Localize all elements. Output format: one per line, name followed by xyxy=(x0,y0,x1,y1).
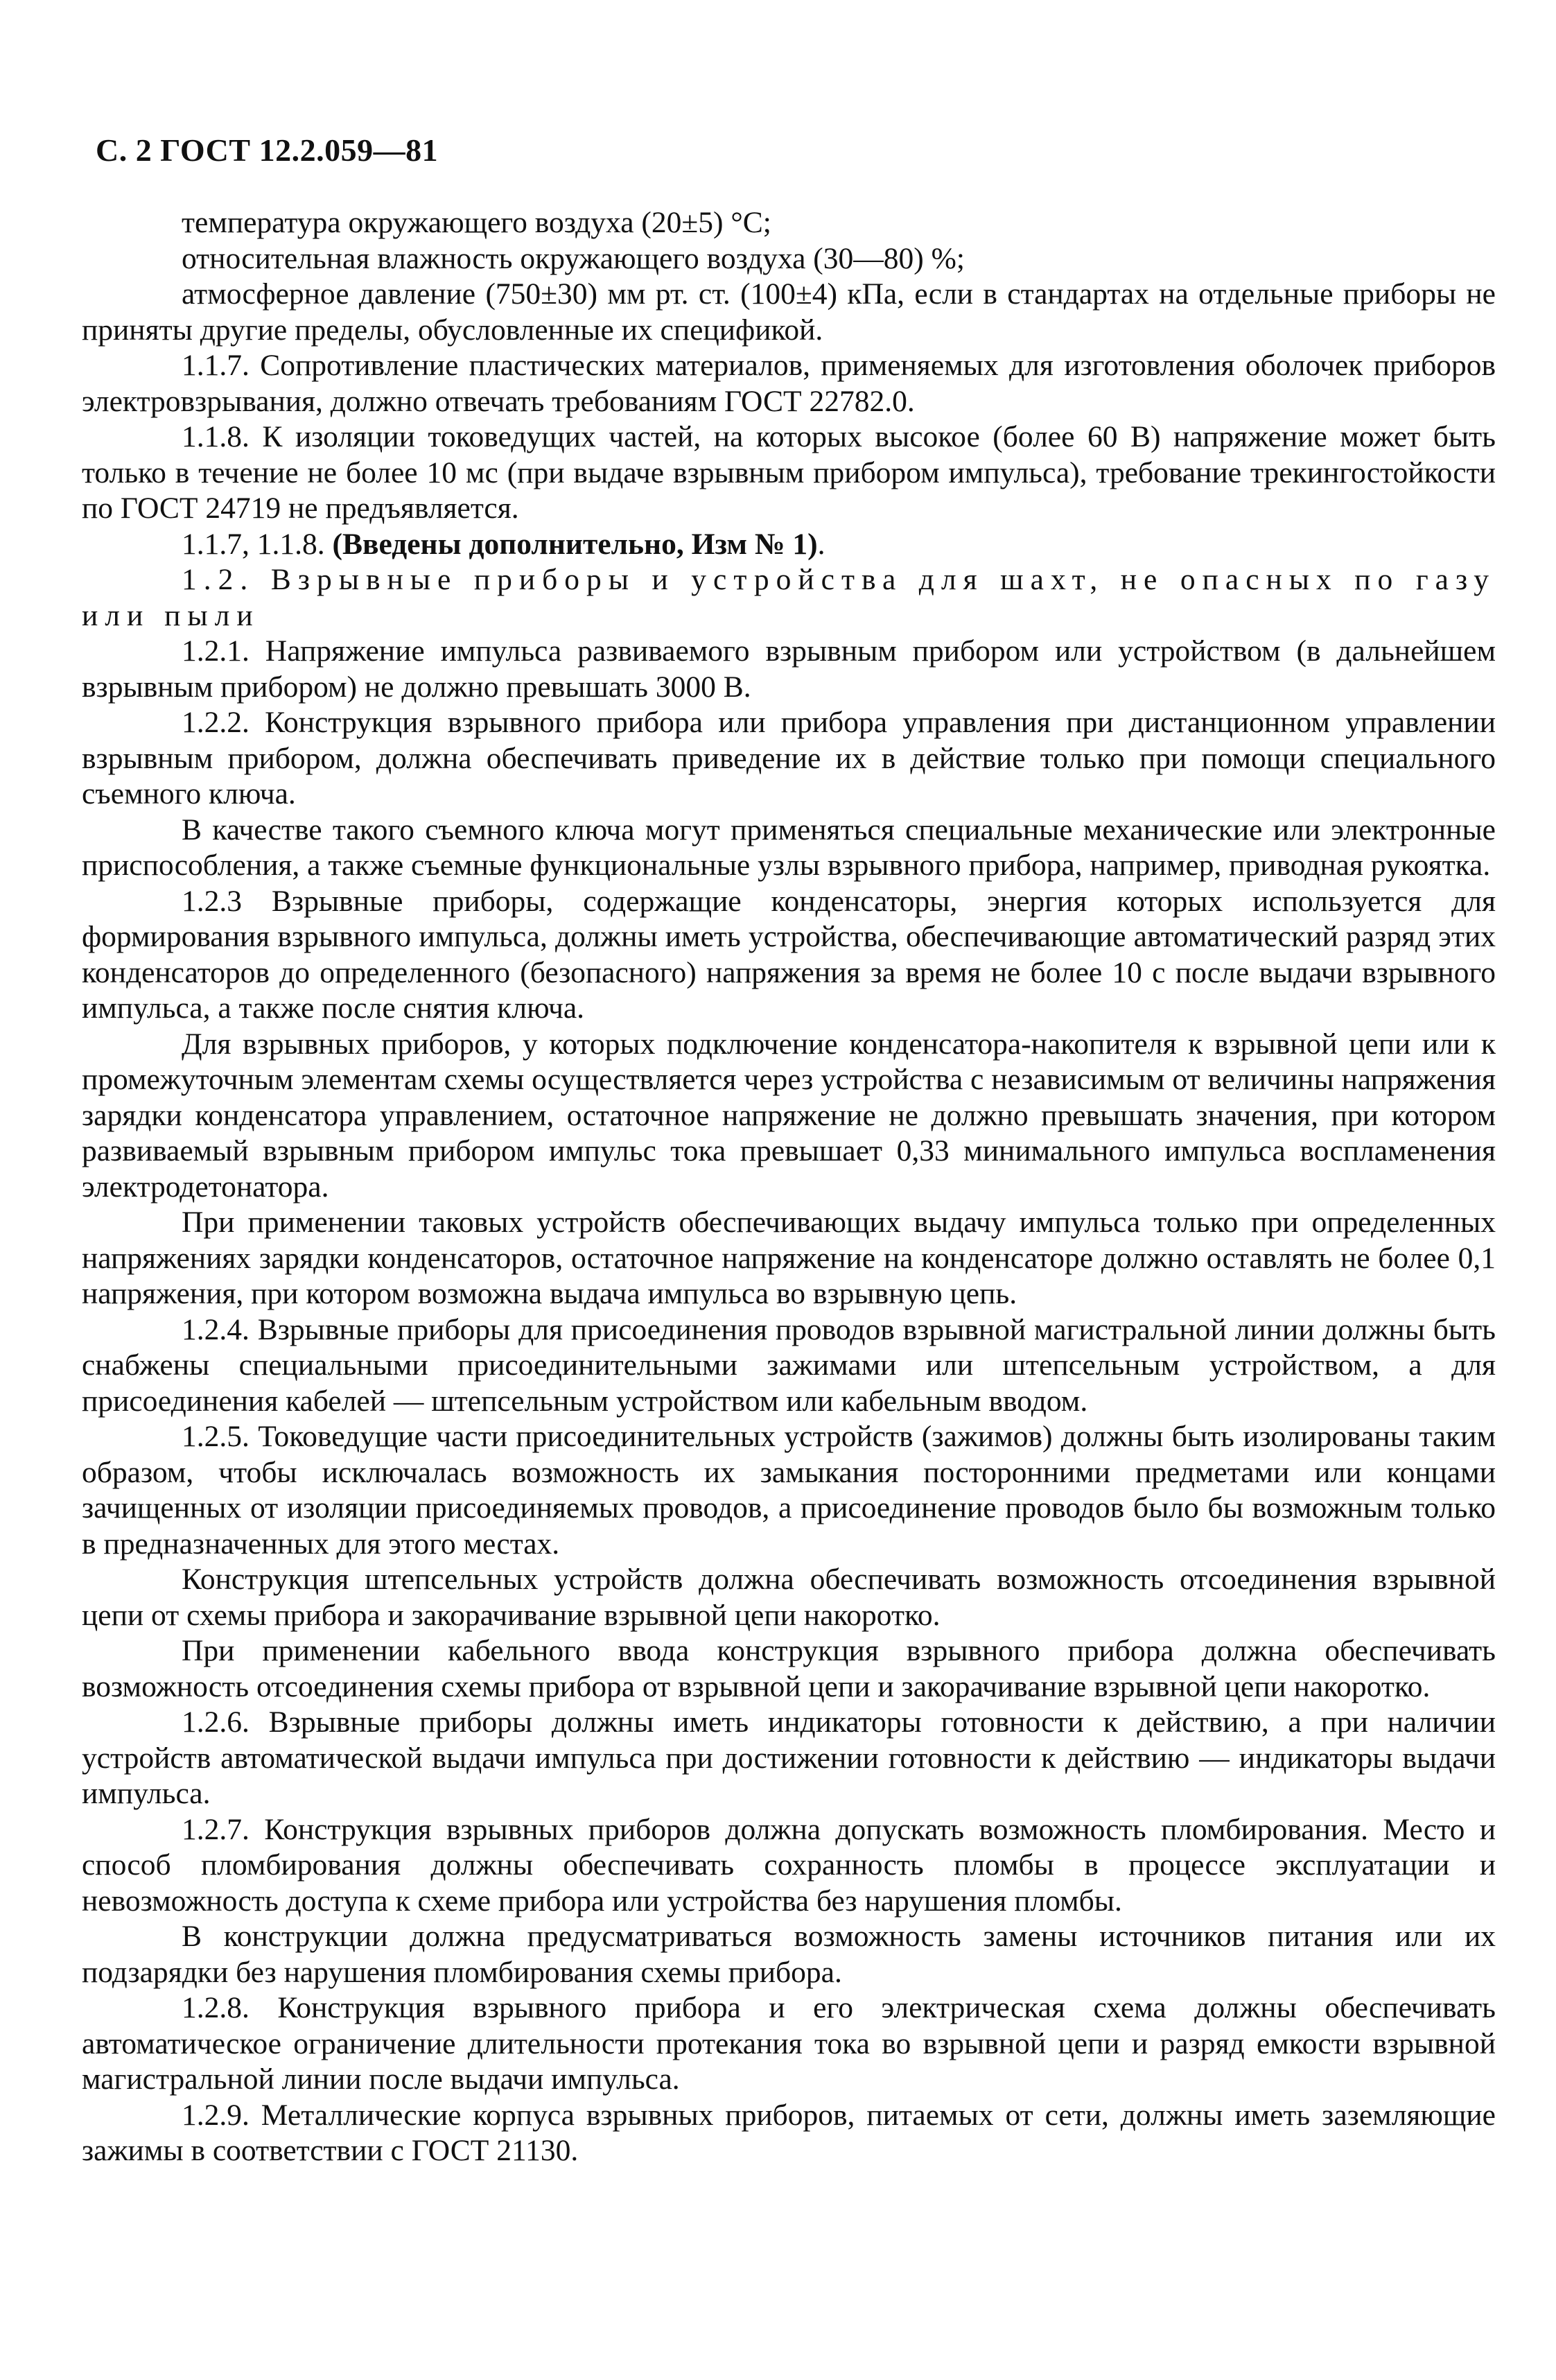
paragraph-amendment-note xyxy=(82,527,1496,563)
paragraph-1-2-8: 1.2.8. Конструкция взрывного прибора и его электрическая схема должны обеспечивать автоматическое ограничение длительности протекания тока во взрывной цепи и разряд емкости взрывной магистральной линии после выдачи импульса. xyxy=(82,1991,1496,2096)
paragraph-residual-voltage: При применении таковых устройств обеспечивающих выдачу импульса только при определенных напряжениях зарядки конденсаторов, остаточное напряжение на конденсаторе должно оставлять не более 0,1 напряжения, при котором возможна выдача импульса во взрывную цепь. xyxy=(82,1206,1496,1310)
paragraph-1-2-4: 1.2.4. Взрывные приборы для присоединения проводов взрывной магистральной линии должны быть снабжены специальными присоединительными зажимами или штепсельным устройством, а для присоединения кабелей — штепсельным устройством или кабельным вводом. xyxy=(82,1312,1496,1418)
paragraph-1-2-9: 1.2.9. Металлические корпуса взрывных приборов, питаемых от сети, должны иметь заземляющие зажимы в соответствии с ГОСТ 21130. xyxy=(82,2098,1496,2167)
paragraph-capacitor-control: Для взрывных приборов, у которых подключение конденсатора-накопителя к взрывной цепи или к промежуточным элементам схемы осуществляется через устройства с независимым от величины напряжения зарядки конденсатора управлением, остаточное напряжение не должно превышать значения, при котором развиваемый взрывным прибором импульс тока превышает 0,33 минимального импульса воспламенения электродетонатора. xyxy=(82,1027,1496,1204)
amendment-suffix: . xyxy=(817,527,825,561)
paragraph-1-2-6: 1.2.6. Взрывные приборы должны иметь индикаторы готовности к действию, а при наличии устройств автоматической выдачи импульса при достижении готовности к действию — индикаторы выдачи импульса. xyxy=(82,1705,1496,1810)
paragraph-1-2-2: 1.2.2. Конструкция взрывного прибора или прибора управления при дистанционном управлении взрывным прибором, должна обеспечивать приведение их в действие только при помощи специального съемного ключа. xyxy=(82,706,1496,810)
paragraph-removable-key: В качестве такого съемного ключа могут применяться специальные механические или электронные приспособления, а также съемные функциональные узлы взрывного прибора, например, приводная рукоятка. xyxy=(82,813,1496,882)
paragraph-1-1-7: 1.1.7. Сопротивление пластических материалов, применяемых для изготовления оболочек приборов электровзрывания, должно отвечать требованиям ГОСТ 22782.0. xyxy=(82,349,1496,418)
paragraph-power-replacement: В конструкции должна предусматриваться возможность замены источников питания или их подзарядки без нарушения пломбирования схемы прибора. xyxy=(82,1920,1496,1989)
section-heading-1-2: 1.2. Взрывные приборы и устройства для шахт, не опасных по газу или пыли xyxy=(82,563,1496,632)
paragraph-1-2-1: 1.2.1. Напряжение импульса развиваемого взрывным прибором или устройством (в дальнейшем взрывным прибором) не должно превышать 3000 В. xyxy=(82,634,1496,704)
paragraph-1-2-3: 1.2.3 Взрывные приборы, содержащие конденсаторы, энергия которых используется для формирования взрывного импульса, должны иметь устройства, обеспечивающие автоматический разряд этих конденсаторов до определенного (безопасного) напряжения за время не более 10 с после выдачи взрывного импульса, а также после снятия ключа. xyxy=(82,884,1496,1025)
amendment-prefix: 1.1.7, 1.1.8. xyxy=(182,527,333,561)
paragraph-temperature: температура окружающего воздуха (20±5) °С; xyxy=(182,206,771,239)
page-header: С. 2 ГОСТ 12.2.059—81 xyxy=(96,132,439,168)
paragraph-1-1-8: 1.1.8. К изоляции токоведущих частей, на которых высокое (более 60 В) напряжение может быть только в течение не более 10 мс (при выдаче взрывным прибором импульса), требование трекингостойкости по ГОСТ 24719 не предъявляется. xyxy=(82,420,1496,525)
paragraph-1-2-7: 1.2.7. Конструкция взрывных приборов должна допускать возможность пломбирования. Место и способ пломбирования должны обеспечивать сохранность пломбы в процессе эксплуатации и невозможность доступа к схеме прибора или устройства без нарушения пломбы. xyxy=(82,1812,1496,1918)
paragraph-pressure: атмосферное давление (750±30) мм рт. ст. (100±4) кПа, если в стандартах на отдельные приборы не приняты другие пределы, обусловленные их спецификой. xyxy=(82,277,1496,347)
paragraph-cable-entry: При применении кабельного ввода конструкция взрывного прибора должна обеспечивать возможность отсоединения схемы прибора от взрывной цепи и закорачивание взрывной цепи накоротко. xyxy=(82,1634,1496,1703)
paragraph-plug-devices: Конструкция штепсельных устройств должна обеспечивать возможность отсоединения взрывной цепи от схемы прибора и закорачивание взрывной цепи накоротко. xyxy=(82,1563,1496,1632)
document-body xyxy=(82,205,1496,2169)
paragraph-humidity: относительная влажность окружающего воздуха (30—80) %; xyxy=(182,241,965,275)
amendment-bold: (Введены дополнительно, Изм № 1) xyxy=(332,527,818,561)
paragraph-1-2-5: 1.2.5. Токоведущие части присоединительных устройств (зажимов) должны быть изолированы таким образом, чтобы исключалась возможность их замыкания посторонними предметами или концами зачищенных от изоляции присоединяемых проводов, а присоединение проводов было бы возможным только в предназначенных для этого местах. xyxy=(82,1420,1496,1561)
